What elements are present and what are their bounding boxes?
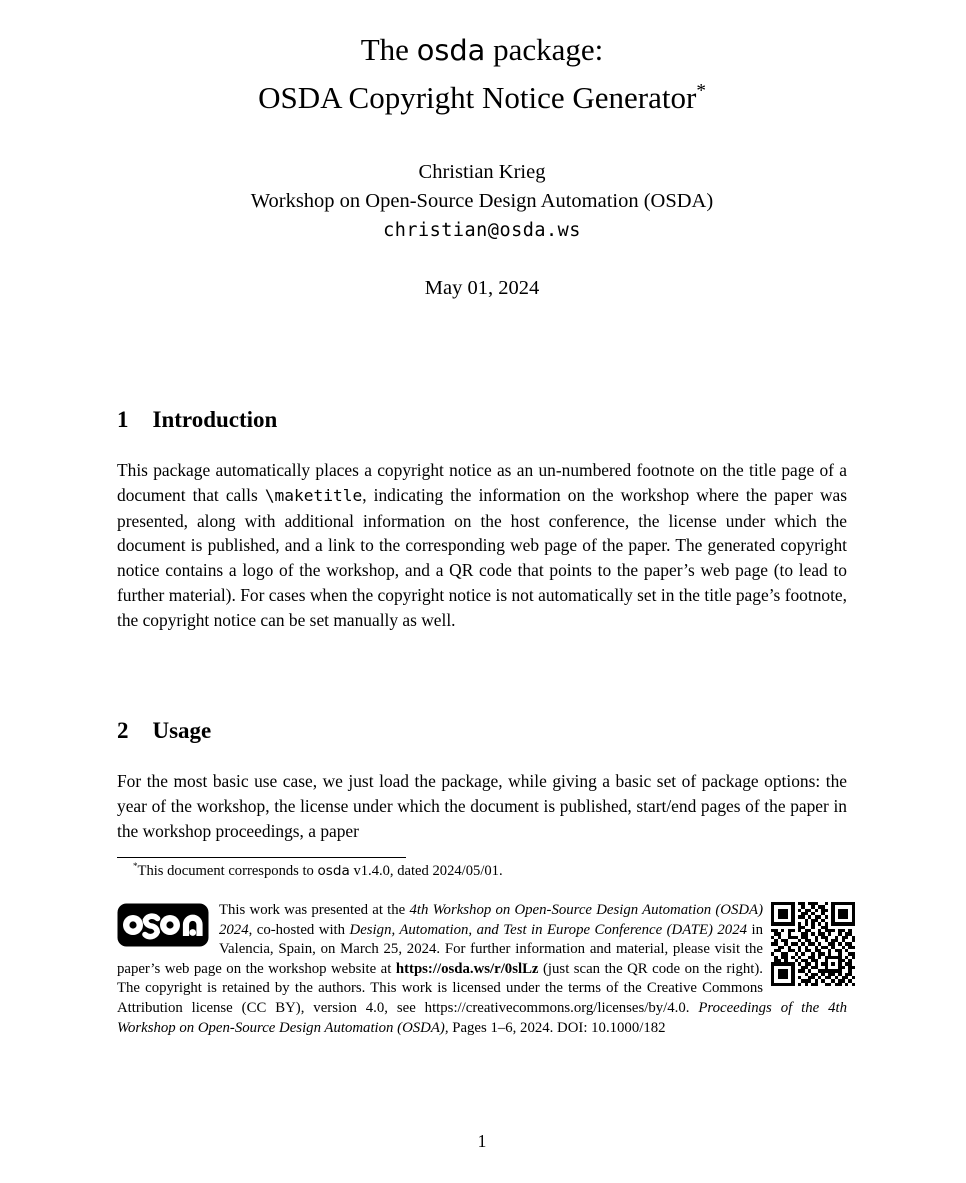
introduction-paragraph: This package automatically places a copyright notice as an un-numbered footnote on the title page of a document that calls \maketitle, indicating the information on the workshop where the paper was presented, along with additional information on the host conference, the license under which the document is published, and a link to the corresponding web page of the paper. The generated copyright notice contains a logo of the workshop, and a QR code that points to the paper’s web page (to lead to further material). For cases when the copyright notice is not automatically set in the title page’s footnote, the copyright notice can be set manually as well. xyxy=(117,460,847,630)
author-block xyxy=(117,158,847,245)
section-title: Usage xyxy=(152,718,212,743)
usage-paragraph: For the most basic use case, we just load the package, while giving a basic set of package options: the year of the workshop, the license under which the document is published, start/end pages of the paper in the workshop proceedings, a paper xyxy=(117,771,847,841)
section-heading-usage xyxy=(117,718,847,744)
section-heading-introduction xyxy=(117,407,847,433)
page-number: 1 xyxy=(477,1131,487,1151)
copyright-notice xyxy=(117,901,847,1038)
section-number: 2 xyxy=(117,718,129,743)
section-title: Introduction xyxy=(152,407,278,432)
title-block xyxy=(117,26,847,121)
qr-code-image xyxy=(771,902,855,986)
author-name: Christian Krieg xyxy=(418,161,546,183)
copyright-notice-text: This work was presented at the 4th Workshop on Open-Source Design Automation (OSDA) 2024, co-hosted with Design, Automation, and Test in Europe Conference (DATE) 2024 in Valencia, Spain, on March 25, 2024. For further information and material, please visit the paper’s web page on the workshop website at https://osda.ws/r/0slLz (just scan the QR code on the right). The copyright is retained by the authors. This work is licensed under the terms of the Creative Commons Attribution license (CC BY), version 4.0, see https://creativecommons.org/licenses/by/4.0. Proceedings of the 4th Workshop on Open-Source Design Automation (OSDA), Pages 1–6, 2024. DOI: 10.1000/182 xyxy=(117,902,847,1036)
section-number: 1 xyxy=(117,407,129,432)
title-footnote xyxy=(117,862,847,882)
paper-date: May 01, 2024 xyxy=(424,277,540,299)
author-affiliation: Workshop on Open-Source Design Automation (OSDA) xyxy=(250,190,714,212)
text-column xyxy=(117,0,847,1183)
osda-logo-icon xyxy=(117,903,209,947)
copyright-notice-paragraph xyxy=(117,901,847,1038)
paper-title xyxy=(117,26,847,121)
osda-logo-image xyxy=(117,903,209,947)
title-footnote-text: *This document corresponds to osda v1.4.0, dated 2024/05/01. xyxy=(133,861,503,879)
paper-title-line-2: OSDA Copyright Notice Generator* xyxy=(258,80,706,115)
author-email: christian@osda.ws xyxy=(383,220,581,241)
footnote-rule xyxy=(117,857,406,858)
paper-title-line-1: The osda package: xyxy=(360,32,604,67)
